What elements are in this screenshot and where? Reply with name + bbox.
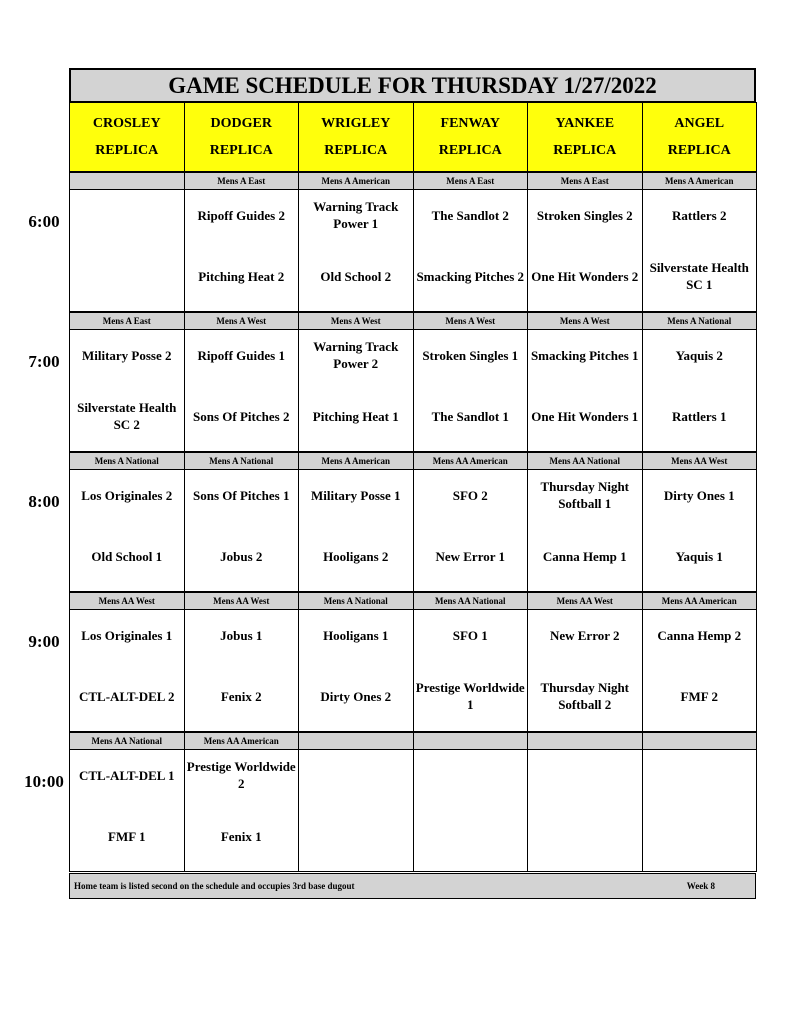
schedule-title: GAME SCHEDULE FOR THURSDAY 1/27/2022 [69, 68, 756, 103]
home-team: Pitching Heat 2 [198, 268, 285, 284]
division-label: Mens A West [184, 312, 300, 330]
away-team: CTL-ALT-DEL 1 [79, 767, 175, 783]
division-label: Mens AA West [527, 592, 643, 610]
division-label: Mens AA American [184, 732, 300, 750]
game-cell [184, 749, 300, 872]
division-label: Mens A West [527, 312, 643, 330]
away-team: Los Originales 2 [81, 487, 173, 503]
time-label: 9:00 [28, 632, 60, 651]
game-cell [642, 609, 758, 732]
game-cell [298, 189, 414, 312]
home-team: Canna Hemp 1 [542, 548, 627, 564]
field-name: CROSLEY [92, 116, 161, 131]
division-label: Mens A National [298, 592, 414, 610]
home-team: Thursday Night Softball 2 [540, 680, 629, 712]
week-label: Week 8 [686, 881, 715, 891]
home-team: CTL-ALT-DEL 2 [79, 688, 175, 704]
away-team [301, 752, 411, 798]
field-header-fenway [413, 102, 529, 172]
away-team: New Error 2 [549, 627, 620, 643]
field-header-crosley [69, 102, 185, 172]
schedule-sheet [69, 68, 756, 899]
home-team: Pitching Heat 1 [312, 408, 399, 424]
home-team: One Hit Wonders 1 [531, 408, 639, 424]
home-team: Jobus 2 [220, 548, 263, 564]
home-team: The Sandlot 1 [431, 408, 509, 424]
game-cell [527, 329, 643, 452]
time-label: 7:00 [28, 352, 60, 371]
away-team: Ripoff Guides 2 [197, 207, 285, 223]
home-team: Silverstate Health SC 1 [649, 260, 749, 292]
home-team: Hooligans 2 [323, 548, 389, 564]
division-label: Mens A American [298, 172, 414, 190]
field-name: WRIGLEY [321, 116, 391, 131]
home-team: Silverstate Health SC 2 [77, 400, 177, 432]
home-team: Smacking Pitches 2 [416, 268, 525, 284]
home-team: Old School 1 [91, 548, 163, 564]
game-cell [413, 609, 529, 732]
game-cell [527, 749, 643, 872]
home-team: FMF 1 [108, 828, 146, 844]
division-label [413, 732, 529, 750]
away-team: The Sandlot 2 [431, 207, 509, 223]
home-team: One Hit Wonders 2 [531, 268, 639, 284]
division-label: Mens A National [184, 452, 300, 470]
division-label: Mens A East [69, 312, 185, 330]
away-team: Yaquis 2 [675, 347, 723, 363]
division-label: Mens A East [184, 172, 300, 190]
game-cell [413, 329, 529, 452]
away-team: Dirty Ones 1 [663, 487, 735, 503]
field-name: FENWAY [440, 116, 500, 131]
game-cell [298, 609, 414, 732]
away-team: Ripoff Guides 1 [197, 347, 285, 363]
home-team [72, 253, 182, 299]
home-team: Yaquis 1 [675, 548, 723, 564]
home-team: New Error 1 [435, 548, 506, 564]
division-label: Mens A American [642, 172, 758, 190]
time-label: 6:00 [28, 212, 60, 231]
home-team: Fenix 1 [220, 828, 262, 844]
game-cell [413, 469, 529, 592]
game-cell [527, 469, 643, 592]
away-team: Sons Of Pitches 1 [193, 487, 290, 503]
game-cell [527, 189, 643, 312]
away-team [645, 752, 755, 798]
home-team: Old School 2 [320, 268, 392, 284]
game-cell [413, 189, 529, 312]
game-cell [642, 749, 758, 872]
division-label [298, 732, 414, 750]
field-subtitle: REPLICA [95, 143, 159, 158]
away-team: SFO 2 [452, 487, 488, 503]
away-team: Military Posse 2 [81, 347, 172, 363]
game-cell [642, 329, 758, 452]
field-name: ANGEL [674, 116, 725, 131]
field-name: YANKEE [555, 116, 615, 131]
game-cell [298, 469, 414, 592]
game-cell [298, 329, 414, 452]
field-name: DODGER [210, 116, 272, 131]
away-team [416, 752, 526, 798]
game-cell [298, 749, 414, 872]
away-team: Military Posse 1 [310, 487, 401, 503]
game-cell [69, 189, 185, 312]
away-team: Los Originales 1 [81, 627, 173, 643]
field-header-wrigley [298, 102, 414, 172]
field-subtitle: REPLICA [324, 143, 388, 158]
home-team [530, 813, 640, 859]
field-header-dodger [184, 102, 300, 172]
away-team: Warning Track Power 1 [313, 199, 399, 231]
division-label: Mens A National [642, 312, 758, 330]
field-subtitle: REPLICA [667, 143, 731, 158]
division-label: Mens A West [298, 312, 414, 330]
game-cell [642, 189, 758, 312]
home-team: Prestige Worldwide 1 [415, 680, 525, 712]
division-label: Mens A American [298, 452, 414, 470]
division-label: Mens AA National [413, 592, 529, 610]
game-cell [184, 189, 300, 312]
game-cell [184, 469, 300, 592]
away-team: Warning Track Power 2 [313, 339, 399, 371]
division-label: Mens AA National [527, 452, 643, 470]
time-label: 10:00 [24, 772, 64, 791]
home-team-note: Home team is listed second on the schedule and occupies 3rd base dugout [74, 881, 355, 891]
division-label: Mens AA West [69, 592, 185, 610]
division-label: Mens AA West [642, 452, 758, 470]
home-team [645, 813, 755, 859]
game-cell [184, 329, 300, 452]
game-cell [69, 329, 185, 452]
home-team [416, 813, 526, 859]
game-cell [413, 749, 529, 872]
home-team [301, 813, 411, 859]
footer-note [69, 873, 756, 899]
away-team: Canna Hemp 2 [657, 627, 742, 643]
field-subtitle: REPLICA [209, 143, 273, 158]
field-subtitle: REPLICA [553, 143, 617, 158]
time-label: 8:00 [28, 492, 60, 511]
away-team: Stroken Singles 2 [536, 207, 633, 223]
game-cell [184, 609, 300, 732]
home-team: Fenix 2 [220, 688, 262, 704]
away-team: SFO 1 [452, 627, 488, 643]
field-subtitle: REPLICA [438, 143, 502, 158]
division-label: Mens A West [413, 312, 529, 330]
game-cell [69, 609, 185, 732]
division-label: Mens A East [413, 172, 529, 190]
division-label [527, 732, 643, 750]
away-team: Prestige Worldwide 2 [186, 759, 296, 791]
home-team: Sons Of Pitches 2 [193, 408, 290, 424]
field-header-yankee [527, 102, 643, 172]
division-label [69, 172, 185, 190]
home-team: Rattlers 1 [671, 408, 727, 424]
division-label: Mens A National [69, 452, 185, 470]
game-cell [69, 749, 185, 872]
division-label [642, 732, 758, 750]
game-cell [527, 609, 643, 732]
away-team [72, 192, 182, 238]
away-team: Hooligans 1 [323, 627, 389, 643]
away-team: Smacking Pitches 1 [530, 347, 639, 363]
away-team: Thursday Night Softball 1 [540, 479, 629, 511]
away-team [530, 752, 640, 798]
division-label: Mens AA National [69, 732, 185, 750]
field-header-angel [642, 102, 758, 172]
away-team: Rattlers 2 [671, 207, 727, 223]
division-label: Mens AA American [642, 592, 758, 610]
game-cell [69, 469, 185, 592]
field-header-row [69, 102, 756, 172]
home-team: Dirty Ones 2 [320, 688, 392, 704]
division-label: Mens A East [527, 172, 643, 190]
division-label: Mens AA West [184, 592, 300, 610]
division-label: Mens AA American [413, 452, 529, 470]
away-team: Stroken Singles 1 [422, 347, 519, 363]
home-team: FMF 2 [680, 688, 718, 704]
game-cell [642, 469, 758, 592]
away-team: Jobus 1 [220, 627, 263, 643]
